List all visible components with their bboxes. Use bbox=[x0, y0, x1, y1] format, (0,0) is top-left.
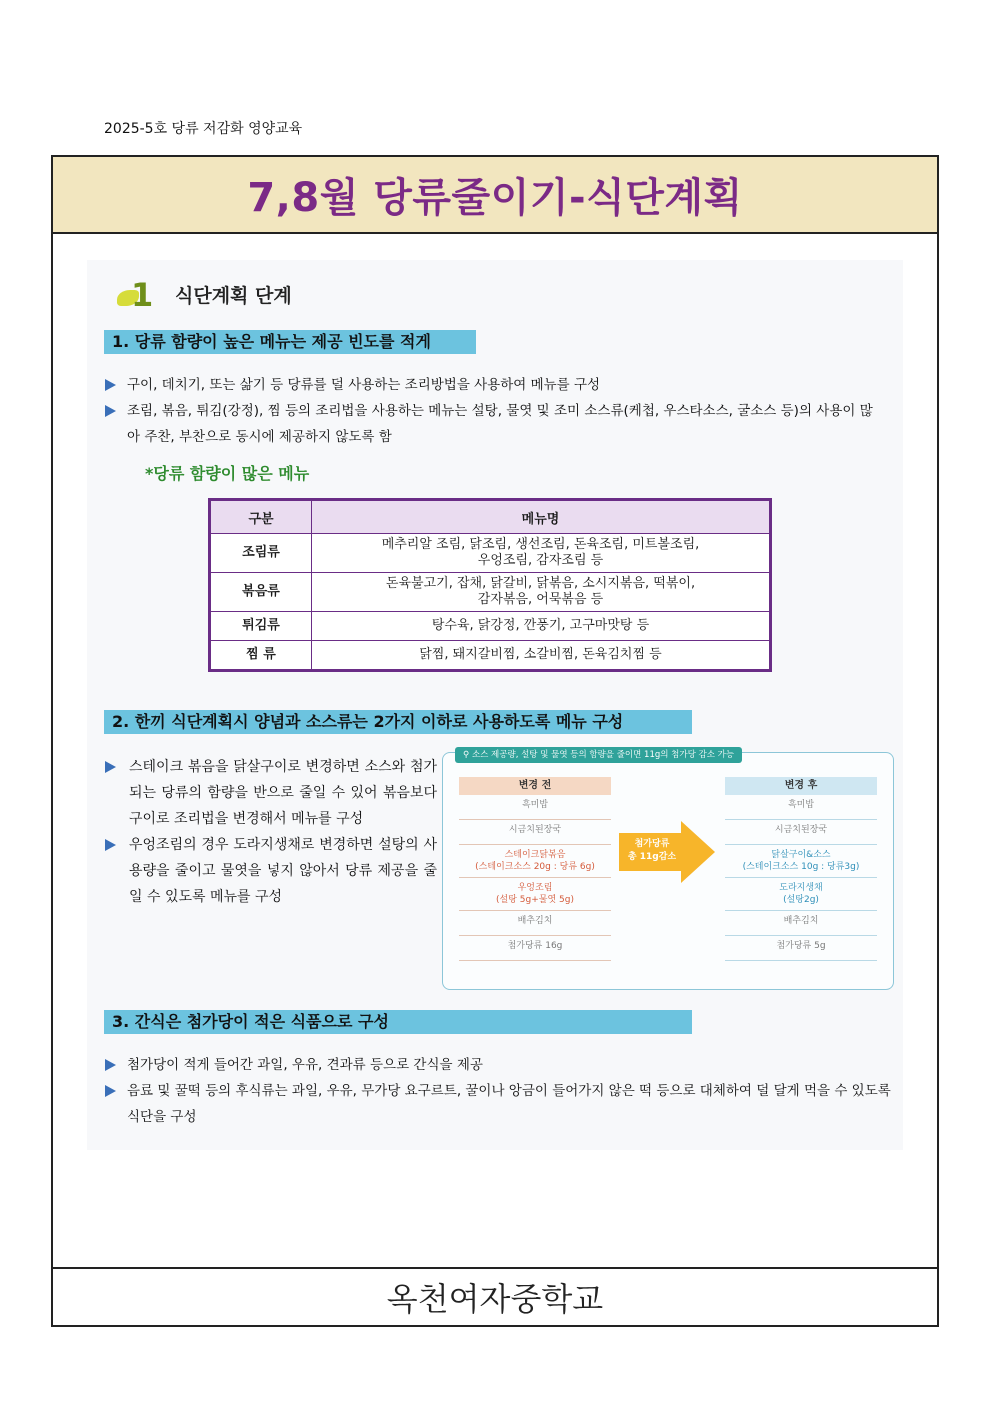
after-column bbox=[725, 777, 877, 961]
arrow-label: 첨가당류 bbox=[634, 839, 670, 849]
list-item: 스테이크닭볶음 (스테이크소스 20g : 당류 6g) bbox=[459, 845, 611, 878]
table-row bbox=[210, 641, 771, 671]
bullet-text: 음료 및 꿀떡 등의 후식류는 과일, 우유, 무가당 요구르트, 꿀이나 앙금이 들어가지 않은 떡 등으로 대체하여 덜 달게 먹을 수 있도록 식단을 구성 bbox=[127, 1083, 891, 1125]
triangle-bullet-icon bbox=[105, 839, 116, 851]
list-item bbox=[105, 1052, 895, 1078]
issue-line: 2025-5호 당류 저감화 영양교육 bbox=[104, 121, 303, 137]
list-item bbox=[105, 754, 437, 832]
menu-cell: 닭찜, 돼지갈비찜, 소갈비찜, 돈육김치찜 등 bbox=[312, 641, 771, 671]
section3-heading: 3. 간식은 첨가당이 적은 식품으로 구성 bbox=[104, 1010, 692, 1034]
triangle-bullet-icon bbox=[105, 1085, 116, 1097]
category-cell: 조림류 bbox=[210, 534, 312, 573]
title-bar bbox=[53, 157, 937, 234]
reduction-arrow-icon bbox=[619, 821, 715, 883]
list-item: 배추김치 bbox=[725, 911, 877, 936]
page-title: 7,8월 당류줄이기-식단계획 bbox=[247, 175, 743, 221]
section2-bullets bbox=[105, 754, 437, 910]
list-item: 우엉조림 (설탕 5g+물엿 5g) bbox=[459, 878, 611, 911]
category-cell: 튀김류 bbox=[210, 612, 312, 641]
list-item: 시금치된장국 bbox=[459, 820, 611, 845]
before-column bbox=[459, 777, 611, 961]
category-cell: 찜 류 bbox=[210, 641, 312, 671]
menu-cell: 탕수육, 닭강정, 깐풍기, 고구마맛탕 등 bbox=[312, 612, 771, 641]
list-item: 흑미밥 bbox=[459, 795, 611, 820]
section3-bullets bbox=[105, 1052, 895, 1130]
step-heading bbox=[117, 276, 292, 312]
step-number-badge bbox=[117, 276, 165, 312]
category-cell: 볶음류 bbox=[210, 573, 312, 612]
table-header-row bbox=[210, 500, 771, 534]
table-row bbox=[210, 534, 771, 573]
list-item bbox=[105, 1078, 895, 1130]
bullet-text: 스테이크 볶음을 닭살구이로 변경하면 소스와 첨가되는 당류의 함량을 반으로 줄일 수 있어 볶음보다 구이로 조리법을 변경해서 메뉴를 구성 bbox=[129, 759, 437, 827]
menu-cell: 돈육불고기, 잡채, 닭갈비, 닭볶음, 소시지볶음, 떡볶이, 감자볶음, 어묵볶음 등 bbox=[312, 573, 771, 612]
triangle-bullet-icon bbox=[105, 405, 116, 417]
high-sugar-menu-table bbox=[208, 498, 772, 672]
column-header: 구분 bbox=[210, 500, 312, 534]
list-item bbox=[105, 372, 885, 398]
list-item: 닭살구이&소스 (스테이크소스 10g : 당류3g) bbox=[725, 845, 877, 878]
triangle-bullet-icon bbox=[105, 1059, 116, 1071]
section2-heading: 2. 한끼 식단계획시 양념과 소스류는 2가지 이하로 사용하도록 메뉴 구성 bbox=[104, 710, 692, 734]
list-item: 첨가당류 5g bbox=[725, 936, 877, 961]
before-header: 변경 전 bbox=[459, 777, 611, 795]
school-name-footer: 옥천여자중학교 bbox=[53, 1267, 937, 1325]
content-panel bbox=[87, 260, 903, 1150]
bullet-text: 우엉조림의 경우 도라지생채로 변경하면 설탕의 사용량을 줄이고 물엿을 넣지 않아서 당류 제공을 줄일 수 있도록 메뉴를 구성 bbox=[129, 837, 437, 905]
list-item: 첨가당류 16g bbox=[459, 936, 611, 961]
menu-comparison-box bbox=[442, 752, 894, 990]
bullet-text: 구이, 데치기, 또는 삶기 등 당류를 덜 사용하는 조리방법을 사용하여 메뉴를 구성 bbox=[127, 377, 601, 393]
comparison-tag: ⚲ 소스 제공량, 설탕 및 물엿 등의 함량을 줄이면 11g의 첨가당 감소 가능 bbox=[455, 747, 742, 763]
triangle-bullet-icon bbox=[105, 761, 116, 773]
newsletter-frame bbox=[51, 155, 939, 1327]
high-sugar-menu-subheading: *당류 함량이 많은 메뉴 bbox=[145, 464, 310, 483]
list-item: 시금치된장국 bbox=[725, 820, 877, 845]
list-item bbox=[105, 832, 437, 910]
column-header: 메뉴명 bbox=[312, 500, 771, 534]
section1-bullets bbox=[105, 372, 885, 450]
menu-cell: 메추리알 조림, 닭조림, 생선조림, 돈육조림, 미트볼조림, 우엉조림, 감자조림 등 bbox=[312, 534, 771, 573]
arrow-label: 총 11g감소 bbox=[627, 852, 677, 862]
step-title: 식단계획 단계 bbox=[175, 284, 292, 307]
bullet-text: 첨가당이 적게 들어간 과일, 우유, 견과류 등으로 간식을 제공 bbox=[127, 1057, 483, 1073]
section1-heading: 1. 당류 함량이 높은 메뉴는 제공 빈도를 적게 bbox=[104, 330, 476, 354]
table-row bbox=[210, 612, 771, 641]
bullet-text: 조림, 볶음, 튀김(강정), 찜 등의 조리법을 사용하는 메뉴는 설탕, 물엿 및 조미 소스류(케첩, 우스타소스, 굴소스 등)의 사용이 많아 주찬, 부찬으로 동시에 제공하지 않도록 함 bbox=[127, 403, 873, 445]
list-item: 도라지생채 (설탕2g) bbox=[725, 878, 877, 911]
list-item bbox=[105, 398, 885, 450]
after-header: 변경 후 bbox=[725, 777, 877, 795]
list-item: 흑미밥 bbox=[725, 795, 877, 820]
table-row bbox=[210, 573, 771, 612]
step-number: 1 bbox=[131, 276, 154, 314]
triangle-bullet-icon bbox=[105, 379, 116, 391]
list-item: 배추김치 bbox=[459, 911, 611, 936]
